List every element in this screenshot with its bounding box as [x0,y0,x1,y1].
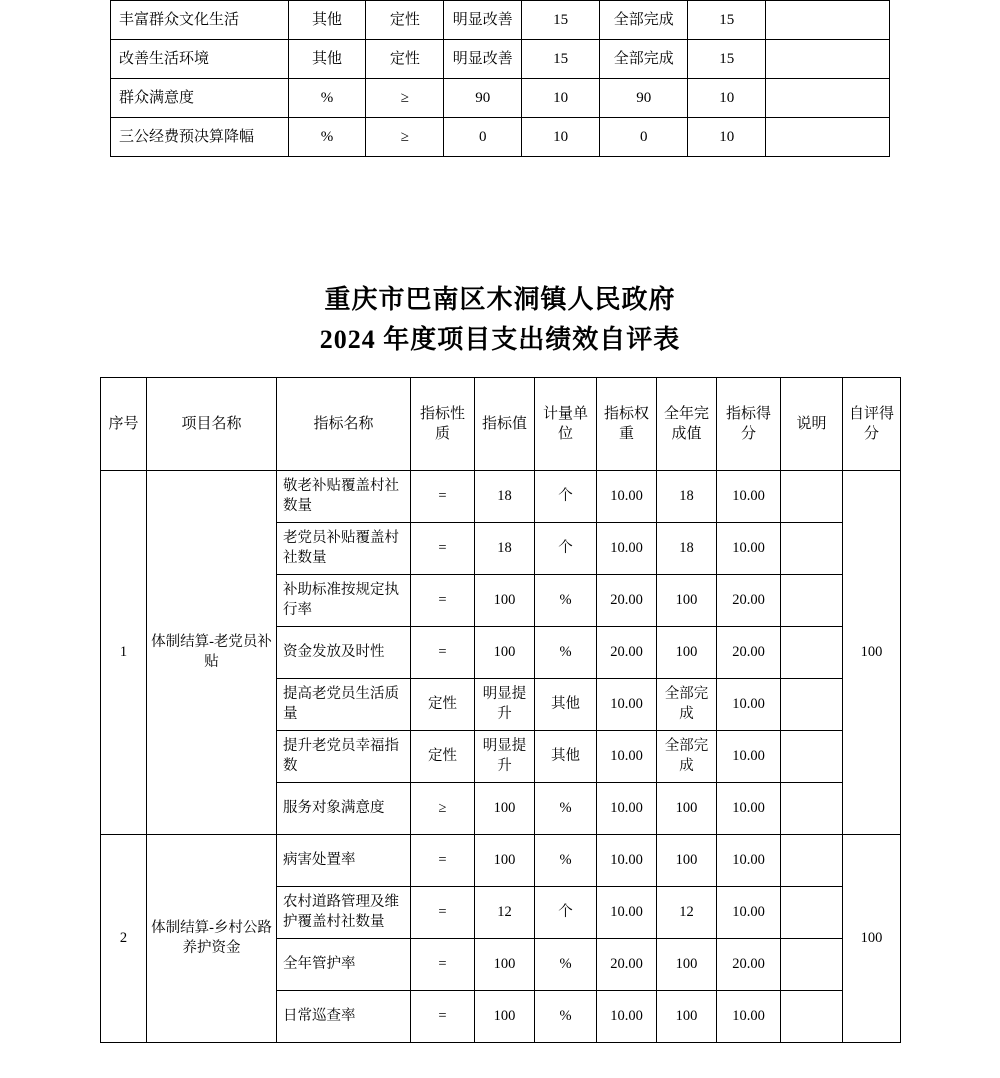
indicator-note [781,783,843,835]
indicator-actual: 全部完成 [657,679,717,731]
indicator-value: 100 [475,783,535,835]
indicator-unit: 其他 [288,40,366,79]
indicator-actual: 全部完成 [600,40,688,79]
indicator-unit: 其他 [535,731,597,783]
header-indicator-score: 指标得分 [717,378,781,471]
indicator-value: 12 [475,887,535,939]
header-indicator-nature: 指标性质 [411,378,475,471]
indicator-score: 10.00 [717,731,781,783]
indicator-name: 服务对象满意度 [277,783,411,835]
indicator-actual: 90 [600,79,688,118]
indicator-unit: % [535,835,597,887]
indicator-weight: 10.00 [597,835,657,887]
indicator-score: 15 [688,40,766,79]
indicator-nature: = [411,523,475,575]
indicator-target: 明显改善 [444,1,522,40]
indicator-weight: 15 [522,1,600,40]
indicator-score: 10.00 [717,835,781,887]
header-unit: 计量单位 [535,378,597,471]
group-no: 2 [101,835,147,1043]
indicator-unit: % [535,991,597,1043]
indicator-nature: = [411,991,475,1043]
table-row [111,1,890,40]
indicator-nature: 定性 [411,679,475,731]
indicator-actual: 全部完成 [600,1,688,40]
header-self-score: 自评得分 [843,378,901,471]
indicator-note [781,731,843,783]
indicator-value: 明显提升 [475,679,535,731]
indicator-nature: ≥ [411,783,475,835]
indicator-name: 群众满意度 [111,79,289,118]
indicator-unit: % [535,627,597,679]
indicator-score: 10.00 [717,679,781,731]
indicator-unit: 个 [535,523,597,575]
indicator-value: 100 [475,627,535,679]
indicator-note [781,835,843,887]
indicator-nature: = [411,471,475,523]
indicator-name: 资金发放及时性 [277,627,411,679]
indicator-nature: = [411,939,475,991]
indicator-actual: 全部完成 [657,731,717,783]
indicator-unit: 其他 [288,1,366,40]
header-annual-actual: 全年完成值 [657,378,717,471]
indicator-name: 三公经费预决算降幅 [111,118,289,157]
indicator-target: 90 [444,79,522,118]
indicator-note [781,991,843,1043]
indicator-score: 10 [688,118,766,157]
indicator-actual: 12 [657,887,717,939]
indicator-weight: 10.00 [597,471,657,523]
indicator-actual: 100 [657,991,717,1043]
indicator-score: 10.00 [717,471,781,523]
indicator-actual: 100 [657,939,717,991]
indicator-actual: 100 [657,835,717,887]
header-indicator-value: 指标值 [475,378,535,471]
indicator-value: 18 [475,523,535,575]
title-line-2: 2024 年度项目支出绩效自评表 [319,325,681,355]
indicator-name: 老党员补贴覆盖村社数量 [277,523,411,575]
indicator-weight: 10.00 [597,679,657,731]
header-note: 说明 [781,378,843,471]
main-table [100,377,901,1043]
indicator-actual: 18 [657,471,717,523]
indicator-score: 10.00 [717,887,781,939]
indicator-note [781,887,843,939]
indicator-value: 100 [475,575,535,627]
indicator-weight: 10.00 [597,991,657,1043]
indicator-weight: 20.00 [597,627,657,679]
indicator-unit: % [535,939,597,991]
indicator-unit: % [288,79,366,118]
indicator-nature: = [411,575,475,627]
indicator-target: 0 [444,118,522,157]
table-header-row [101,378,901,471]
indicator-value: 100 [475,835,535,887]
indicator-score: 20.00 [717,575,781,627]
continued-performance-table [110,0,890,157]
indicator-score: 20.00 [717,939,781,991]
group-self-score: 100 [843,835,901,1043]
indicator-weight: 15 [522,40,600,79]
indicator-unit: 个 [535,471,597,523]
indicator-weight: 10.00 [597,731,657,783]
table-row [111,40,890,79]
indicator-weight: 10.00 [597,887,657,939]
indicator-score: 15 [688,1,766,40]
indicator-name: 日常巡查率 [277,991,411,1043]
indicator-unit: 其他 [535,679,597,731]
indicator-score: 20.00 [717,627,781,679]
header-weight: 指标权重 [597,378,657,471]
indicator-unit: % [288,118,366,157]
indicator-name: 敬老补贴覆盖村社数量 [277,471,411,523]
indicator-name: 全年管护率 [277,939,411,991]
indicator-weight: 10.00 [597,523,657,575]
header-indicator-name: 指标名称 [277,378,411,471]
group-no: 1 [101,471,147,835]
title-line-1: 重庆市巴南区木洞镇人民政府 [324,285,676,314]
indicator-nature: = [411,887,475,939]
indicator-note [781,471,843,523]
group-project-name: 体制结算-乡村公路养护资金 [147,835,277,1043]
indicator-score: 10.00 [717,783,781,835]
indicator-nature: 定性 [366,1,444,40]
indicator-score: 10.00 [717,991,781,1043]
indicator-score: 10 [688,79,766,118]
project-performance-table [100,377,900,1043]
indicator-note [766,40,890,79]
indicator-name: 改善生活环境 [111,40,289,79]
header-project-name: 项目名称 [147,378,277,471]
indicator-nature: ≥ [366,79,444,118]
indicator-name: 病害处置率 [277,835,411,887]
indicator-name: 丰富群众文化生活 [111,1,289,40]
indicator-actual: 0 [600,118,688,157]
indicator-name: 农村道路管理及维护覆盖村社数量 [277,887,411,939]
indicator-note [781,939,843,991]
group-self-score: 100 [843,471,901,835]
indicator-nature: = [411,627,475,679]
indicator-note [766,118,890,157]
table-row [101,835,901,887]
indicator-note [781,575,843,627]
page-title [0,280,1000,361]
indicator-nature: 定性 [411,731,475,783]
indicator-note [781,523,843,575]
indicator-actual: 100 [657,575,717,627]
indicator-note [781,627,843,679]
group-project-name: 体制结算-老党员补贴 [147,471,277,835]
table-row [111,79,890,118]
indicator-weight: 20.00 [597,575,657,627]
indicator-value: 明显提升 [475,731,535,783]
indicator-unit: % [535,783,597,835]
indicator-name: 提高老党员生活质量 [277,679,411,731]
indicator-target: 明显改善 [444,40,522,79]
indicator-nature: ≥ [366,118,444,157]
top-table [110,0,890,157]
indicator-value: 100 [475,991,535,1043]
table-row [111,118,890,157]
indicator-weight: 10 [522,118,600,157]
indicator-unit: 个 [535,887,597,939]
indicator-actual: 100 [657,627,717,679]
indicator-name: 提升老党员幸福指数 [277,731,411,783]
indicator-value: 18 [475,471,535,523]
indicator-actual: 100 [657,783,717,835]
indicator-unit: % [535,575,597,627]
indicator-value: 100 [475,939,535,991]
indicator-score: 10.00 [717,523,781,575]
indicator-weight: 20.00 [597,939,657,991]
indicator-nature: 定性 [366,40,444,79]
indicator-note [766,79,890,118]
indicator-note [781,679,843,731]
indicator-weight: 10.00 [597,783,657,835]
header-no: 序号 [101,378,147,471]
indicator-name: 补助标准按规定执行率 [277,575,411,627]
indicator-note [766,1,890,40]
indicator-actual: 18 [657,523,717,575]
indicator-nature: = [411,835,475,887]
table-row [101,471,901,523]
indicator-weight: 10 [522,79,600,118]
